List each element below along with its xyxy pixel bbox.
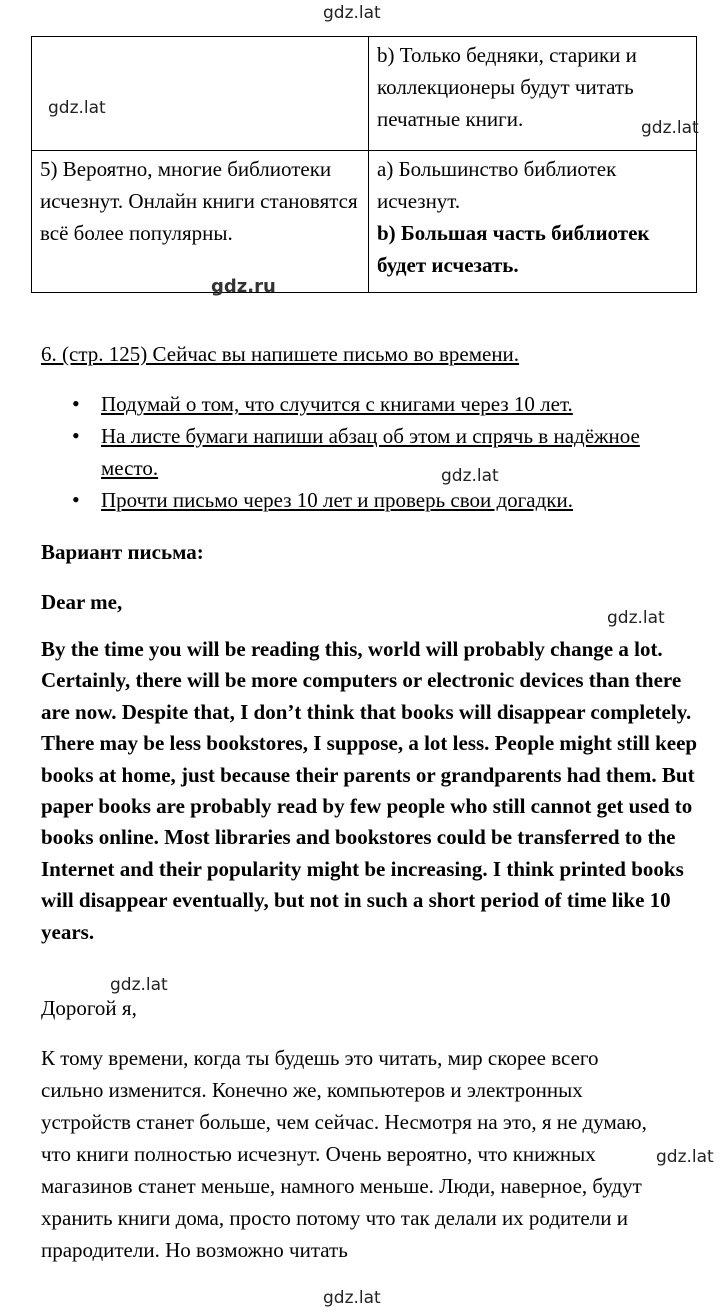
table-cell-left xyxy=(32,37,369,151)
list-item: • Прочти письмо через 10 лет и проверь свои догадки. xyxy=(72,484,672,516)
table-cell-left: 5) Вероятно, многие библиотеки исчезнут. Онлайн книги становятся всё более популярны. xyxy=(32,151,369,293)
letter-body-ru: К тому времени, когда ты будешь это читать, мир скорее всего сильно изменится. Конечно же, компьютеров и электронных устройств станет больше, чем сейчас. Несмотря на это, я не думаю, что книги полностью исчезнут. Очень вероятно, что книжных магазинов станет меньше, намного меньше. Люди, наверное, будут хранить книги дома, просто потому что так делали их родители и прародители. Но возможно читать xyxy=(41,1046,647,1262)
table-cell-right xyxy=(369,151,697,293)
task-bullets xyxy=(72,388,672,516)
watermark-table-left: gdz.lat xyxy=(48,98,106,118)
option-b: b) Большая часть библиотек будет исчезать. xyxy=(377,221,650,277)
watermark-bullets: gdz.lat xyxy=(441,466,499,486)
task-title: 6. (стр. 125) Сейчас вы напишете письмо во времени. xyxy=(41,342,520,366)
answer-table xyxy=(31,36,697,293)
option-a: a) Большинство библиотек исчезнут. xyxy=(377,157,617,213)
watermark-dear: gdz.lat xyxy=(607,608,665,628)
variant-label: Вариант письма: xyxy=(41,540,204,564)
watermark-gdz-ru: gdz.ru xyxy=(211,276,276,297)
greeting-en: Dear me, xyxy=(41,590,123,614)
watermark-top: gdz.lat xyxy=(323,3,381,23)
list-item: • На листе бумаги напиши абзац об этом и спрячь в надёжное место. xyxy=(72,420,672,484)
table-row xyxy=(32,151,697,293)
greeting-ru: Дорогой я, xyxy=(41,996,137,1020)
table-row xyxy=(32,37,697,151)
letter-body-en: By the time you will be reading this, world will probably change a lot. Certainly, there will be more computers or electronic devices than there are now. Despite that, I don’t think that books will disappear completely. There may be less bookstores, I suppose, a lot less. People might still keep books at home, just because their parents or grandparents had them. But paper books are probably read by few people who still cannot get used to books online. Most libraries and bookstores could be transferred to the Internet and their popularity might be increasing. I think printed books will disappear eventually, but not in such a short period of time like 10 years. xyxy=(41,637,698,944)
list-item: • Подумай о том, что случится с книгами через 10 лет. xyxy=(72,388,672,420)
watermark-table-right: gdz.lat xyxy=(641,118,699,138)
watermark-bottom: gdz.lat xyxy=(323,1288,381,1308)
table-cell-right: b) Только бедняки, старики и коллекционеры будут читать печатные книги. xyxy=(369,37,697,151)
watermark-rus-right: gdz.lat xyxy=(656,1147,714,1167)
watermark-after-eng: gdz.lat xyxy=(110,975,168,995)
